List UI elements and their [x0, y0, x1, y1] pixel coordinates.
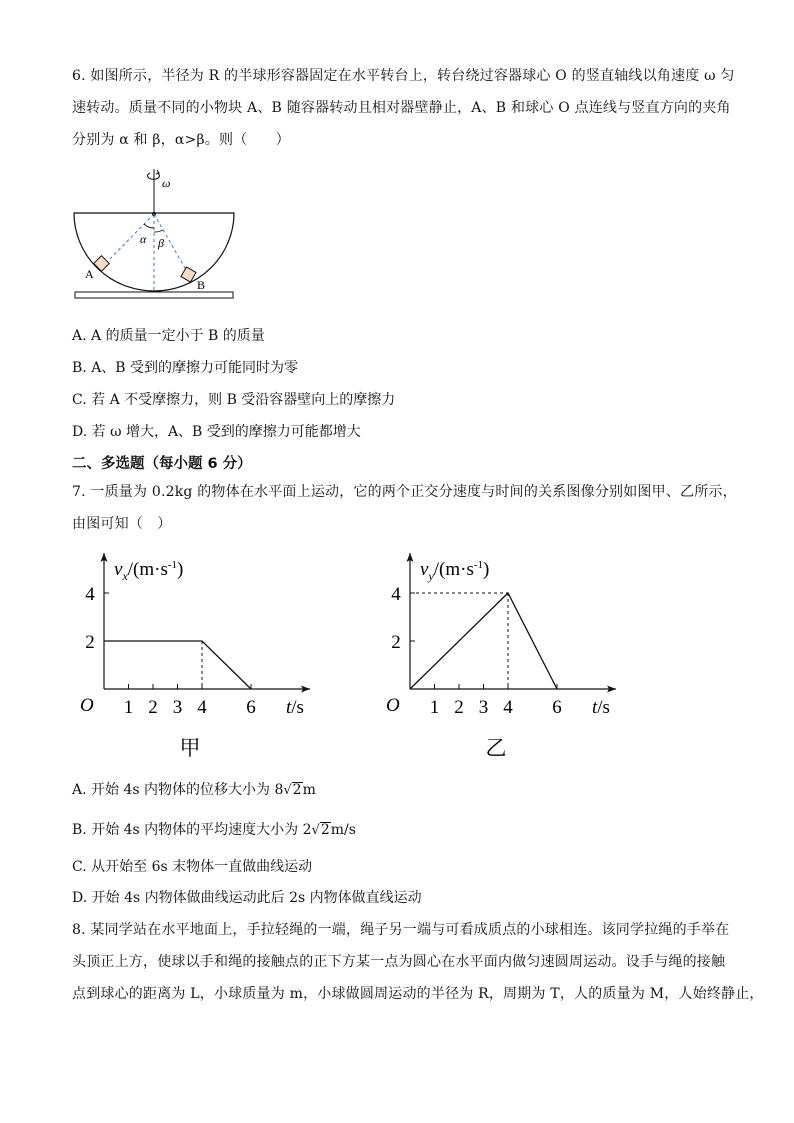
- chart-vx-time: [74, 545, 324, 770]
- x-axis-label: t/s: [592, 697, 610, 718]
- x-tick-label: 4: [503, 697, 513, 718]
- x-tick-label: 2: [454, 697, 464, 718]
- x-tick-label: 1: [429, 697, 440, 718]
- q7-option-d: D. 开始 4s 内物体做曲线运动此后 2s 内物体做直线运动: [72, 890, 422, 906]
- q7-line-1: 7. 一质量为 0.2kg 的物体在水平面上运动，它的两个正交分速度与时间的关系图像分别如图甲、乙所示，: [72, 484, 737, 500]
- q8-line-3: 点到球心的距离为 L，小球质量为 m，小球做圆周运动的半径为 R，周期为 T，人的质量为 M，人始终静止，: [72, 986, 764, 1002]
- q6-line-2: 速转动。质量不同的小物块 A、B 随容器转动且相对器壁静止，A、B 和球心 O 点连线与竖直方向的夹角: [72, 100, 731, 116]
- x-axis-label: t/s: [286, 697, 304, 718]
- q6-option-b: B. A、B 受到的摩擦力可能同时为零: [72, 360, 299, 376]
- q7-option-a: A. 开始 4s 内物体的位移大小为 8√2m: [72, 782, 316, 798]
- beta-label: β: [158, 236, 164, 250]
- q7-option-b: B. 开始 4s 内物体的平均速度大小为 2√2m/s: [72, 822, 356, 838]
- q7-option-b-root: 2: [320, 822, 330, 838]
- turntable: [75, 292, 233, 298]
- y-axis-label: $v_y/(m\cdot s^{-1})$: [420, 559, 490, 583]
- q7-option-a-unit: m: [302, 782, 316, 798]
- q7-option-c: C. 从开始至 6s 末物体一直做曲线运动: [72, 859, 313, 875]
- block-b-label: B: [197, 278, 206, 292]
- x-tick-label: 3: [172, 697, 183, 718]
- y-tick-label: 2: [85, 632, 95, 653]
- y-tick-label: 2: [391, 632, 401, 653]
- q6-line-1: 6. 如图所示，半径为 R 的半球形容器固定在水平转台上，转台绕过容器球心 O 的竖直轴线以角速度 ω 匀: [72, 68, 735, 84]
- series-line: [410, 593, 557, 689]
- q7-option-b-text: B. 开始 4s 内物体的平均速度大小为 2: [72, 822, 312, 838]
- section-heading: 二、多选题（每小题 6 分）: [72, 456, 252, 472]
- q7-option-b-unit: m/s: [330, 822, 356, 838]
- chart-caption: 乙: [485, 736, 507, 760]
- omega-label: ω: [162, 176, 171, 190]
- y-axis-label: $v_x/(m\cdot s^{-1})$: [114, 559, 184, 583]
- origin-label: O: [386, 695, 400, 716]
- q8-line-2: 头顶正上方，使球以手和绳的接触点的正下方某一点为圆心在水平面内做匀速圆周运动。设手与绳的接触: [72, 954, 726, 970]
- chart-vy-time: [380, 545, 630, 770]
- x-tick-label: 6: [246, 697, 256, 718]
- q7-option-a-text: A. 开始 4s 内物体的位移大小为 8: [72, 782, 284, 798]
- block-a: [94, 256, 110, 272]
- block-a-label: A: [85, 267, 94, 281]
- y-tick-label: 4: [85, 584, 95, 605]
- series-line: [104, 641, 251, 689]
- x-tick-label: 2: [148, 697, 158, 718]
- y-tick-label: 4: [391, 584, 401, 605]
- hemisphere-figure: [70, 165, 240, 305]
- q6-option-c: C. 若 A 不受摩擦力，则 B 受沿容器壁向上的摩擦力: [72, 392, 396, 408]
- q8-line-1: 8. 某同学站在水平地面上，手拉轻绳的一端，绳子另一端与可看成质点的小球相连。该同学拉绳的手举在: [72, 922, 730, 938]
- block-b: [181, 267, 196, 282]
- q7-line-2: 由图可知（ ）: [72, 516, 172, 532]
- x-tick-label: 1: [123, 697, 134, 718]
- x-tick-label: 3: [478, 697, 489, 718]
- origin-label: O: [80, 695, 94, 716]
- q6-option-a: A. A 的质量一定小于 B 的质量: [72, 328, 265, 344]
- q6-line-3: 分别为 α 和 β，α>β。则（ ）: [72, 132, 290, 148]
- x-tick-label: 4: [197, 697, 207, 718]
- q7-option-a-root: 2: [292, 782, 302, 798]
- chart-caption: 甲: [179, 736, 201, 760]
- q6-option-d: D. 若 ω 增大，A、B 受到的摩擦力可能都增大: [72, 424, 361, 440]
- alpha-label: α: [140, 232, 147, 246]
- radius-to-a: [103, 214, 154, 266]
- x-tick-label: 6: [552, 697, 562, 718]
